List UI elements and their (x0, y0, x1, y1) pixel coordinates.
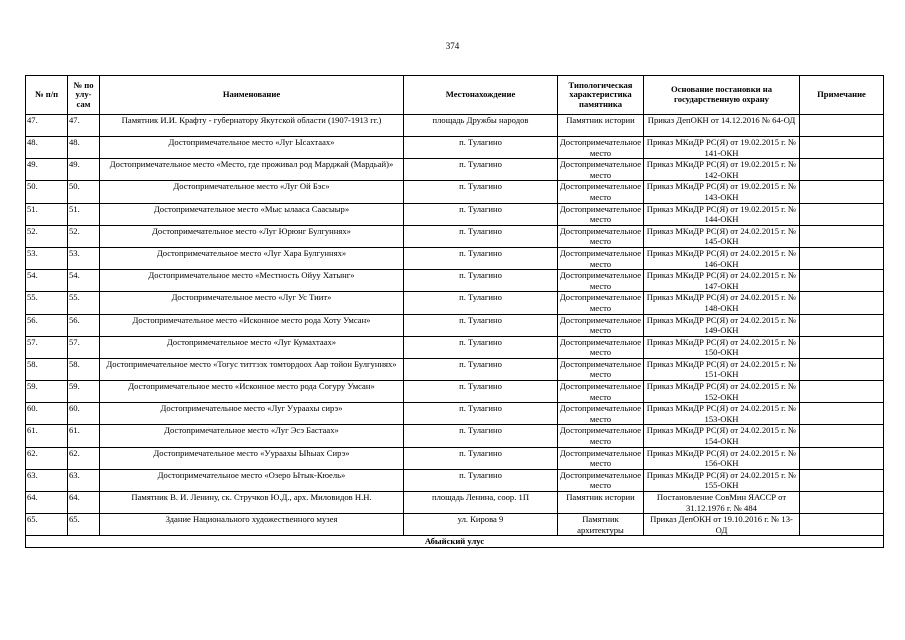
cell-type: Достопримечательное место (558, 203, 644, 225)
cell-note (800, 292, 884, 314)
cell-name: Здание Национального художественного музея (100, 514, 404, 536)
header-basis: Основание постановки на государственную охрану (644, 76, 800, 115)
cell-basis: Приказ МКиДР РС(Я) от 19.02.2015 г. № 142-ОКН (644, 159, 800, 181)
cell-name: Достопримечательное место «Мыс ылааса Саасыыр» (100, 203, 404, 225)
cell-ulus-num: 53. (68, 247, 100, 269)
cell-note (800, 358, 884, 380)
cell-ulus-num: 48. (68, 137, 100, 159)
cell-basis: Приказ МКиДР РС(Я) от 24.02.2015 г. № 155-ОКН (644, 469, 800, 491)
cell-basis: Приказ МКиДР РС(Я) от 19.02.2015 г. № 144-ОКН (644, 203, 800, 225)
cell-num: 60. (26, 403, 68, 425)
cell-location: п. Тулагино (404, 203, 558, 225)
cell-ulus-num: 61. (68, 425, 100, 447)
cell-name: Достопримечательное место «Место, где проживал род Марджай (Мардьай)» (100, 159, 404, 181)
cell-name: Достопримечательное место «Тогус титтээх томтордоох Аар тойон Булгуннях» (100, 358, 404, 380)
table-row (26, 514, 884, 536)
cell-location: п. Тулагино (404, 425, 558, 447)
cell-num: 63. (26, 469, 68, 491)
cell-location: ул. Кирова 9 (404, 514, 558, 536)
section-row (26, 536, 884, 548)
table-row (26, 381, 884, 403)
cell-ulus-num: 57. (68, 336, 100, 358)
cell-ulus-num: 62. (68, 447, 100, 469)
cell-location: п. Тулагино (404, 181, 558, 203)
section-label: Абыйский улус (26, 536, 884, 548)
cell-note (800, 447, 884, 469)
cell-ulus-num: 58. (68, 358, 100, 380)
cell-note (800, 381, 884, 403)
cell-basis: Постановление СовМин ЯАССР от 31.12.1976 г. № 484 (644, 492, 800, 514)
cell-name: Достопримечательное место «Луг Эсэ Бастаах» (100, 425, 404, 447)
cell-location: п. Тулагино (404, 159, 558, 181)
header-name: Наименование (100, 76, 404, 115)
cell-name: Достопримечательное место «Луг Кумахтаах» (100, 336, 404, 358)
cell-basis: Приказ МКиДР РС(Я) от 24.02.2015 г. № 154-ОКН (644, 425, 800, 447)
cell-note (800, 159, 884, 181)
cell-type: Памятник истории (558, 492, 644, 514)
cell-type: Достопримечательное место (558, 358, 644, 380)
table-row (26, 115, 884, 137)
cell-num: 65. (26, 514, 68, 536)
header-ulus-num: № по улу-сам (68, 76, 100, 115)
cell-location: п. Тулагино (404, 403, 558, 425)
cell-name: Достопримечательное место «Исконное место рода Хоту Умсан» (100, 314, 404, 336)
cell-type: Достопримечательное место (558, 137, 644, 159)
cell-num: 49. (26, 159, 68, 181)
cell-location: п. Тулагино (404, 336, 558, 358)
cell-ulus-num: 49. (68, 159, 100, 181)
cell-basis: Приказ МКиДР РС(Я) от 24.02.2015 г. № 146-ОКН (644, 247, 800, 269)
cell-num: 58. (26, 358, 68, 380)
table-row (26, 270, 884, 292)
cell-type: Достопримечательное место (558, 225, 644, 247)
cell-basis: Приказ ДепОКН от 19.10.2016 г. № 13-ОД (644, 514, 800, 536)
cell-ulus-num: 65. (68, 514, 100, 536)
cell-type: Памятник истории (558, 115, 644, 137)
cell-basis: Приказ ДепОКН от 14.12.2016 № 64-ОД (644, 115, 800, 137)
cell-basis: Приказ МКиДР РС(Я) от 19.02.2015 г. № 141-ОКН (644, 137, 800, 159)
cell-num: 57. (26, 336, 68, 358)
cell-name: Памятник В. И. Ленину, ск. Стручков Ю.Д., арх. Миловидов Н.Н. (100, 492, 404, 514)
cell-basis: Приказ МКиДР РС(Я) от 24.02.2015 г. № 145-ОКН (644, 225, 800, 247)
cell-note (800, 425, 884, 447)
cell-note (800, 181, 884, 203)
cell-name: Памятник И.И. Крафту - губернатору Якутской области (1907-1913 гг.) (100, 115, 404, 137)
cell-name: Достопримечательное место «Луг Уураахы сирэ» (100, 403, 404, 425)
table-row (26, 292, 884, 314)
cell-location: п. Тулагино (404, 314, 558, 336)
cell-note (800, 225, 884, 247)
cell-type: Достопримечательное место (558, 247, 644, 269)
cell-basis: Приказ МКиДР РС(Я) от 24.02.2015 г. № 151-ОКН (644, 358, 800, 380)
cell-basis: Приказ МКиДР РС(Я) от 24.02.2015 г. № 152-ОКН (644, 381, 800, 403)
cell-name: Достопримечательное место «Луг Ысахтаах» (100, 137, 404, 159)
table-row (26, 425, 884, 447)
table-row (26, 492, 884, 514)
cell-type: Достопримечательное место (558, 447, 644, 469)
table-row (26, 247, 884, 269)
cell-type: Достопримечательное место (558, 292, 644, 314)
cell-name: Достопримечательное место «Луг Хара Булгуннях» (100, 247, 404, 269)
cell-note (800, 270, 884, 292)
cell-num: 53. (26, 247, 68, 269)
cell-ulus-num: 54. (68, 270, 100, 292)
cell-ulus-num: 63. (68, 469, 100, 491)
cell-note (800, 492, 884, 514)
cell-num: 54. (26, 270, 68, 292)
table-row (26, 447, 884, 469)
cell-num: 50. (26, 181, 68, 203)
table-row (26, 225, 884, 247)
cell-basis: Приказ МКиДР РС(Я) от 24.02.2015 г. № 149-ОКН (644, 314, 800, 336)
cell-ulus-num: 55. (68, 292, 100, 314)
cell-name: Достопримечательное место «Исконное место рода Согуру Умсан» (100, 381, 404, 403)
cell-location: п. Тулагино (404, 358, 558, 380)
cell-ulus-num: 64. (68, 492, 100, 514)
cell-note (800, 247, 884, 269)
cell-ulus-num: 56. (68, 314, 100, 336)
cell-location: площадь Дружбы народов (404, 115, 558, 137)
page-number: 374 (445, 41, 460, 51)
cell-num: 47. (26, 115, 68, 137)
cell-type: Достопримечательное место (558, 181, 644, 203)
cell-type: Достопримечательное место (558, 270, 644, 292)
cell-ulus-num: 60. (68, 403, 100, 425)
cell-type: Достопримечательное место (558, 159, 644, 181)
cell-num: 55. (26, 292, 68, 314)
cell-note (800, 514, 884, 536)
cell-ulus-num: 52. (68, 225, 100, 247)
table-row (26, 203, 884, 225)
cell-name: Достопримечательное место «Луг Ой Бэс» (100, 181, 404, 203)
header-type: Типологическая характеристика памятника (558, 76, 644, 115)
header-row (26, 76, 884, 115)
cell-type: Достопримечательное место (558, 336, 644, 358)
cell-basis: Приказ МКиДР РС(Я) от 24.02.2015 г. № 156-ОКН (644, 447, 800, 469)
cell-note (800, 137, 884, 159)
cell-type: Достопримечательное место (558, 403, 644, 425)
table-row (26, 181, 884, 203)
cell-type: Достопримечательное место (558, 381, 644, 403)
table-row (26, 137, 884, 159)
table-row (26, 358, 884, 380)
cell-location: п. Тулагино (404, 469, 558, 491)
cell-basis: Приказ МКиДР РС(Я) от 24.02.2015 г. № 148-ОКН (644, 292, 800, 314)
cell-ulus-num: 59. (68, 381, 100, 403)
cell-location: п. Тулагино (404, 381, 558, 403)
cell-num: 62. (26, 447, 68, 469)
cell-name: Достопримечательное место «Местность Ойуу Хатынг» (100, 270, 404, 292)
table-row (26, 469, 884, 491)
cell-location: п. Тулагино (404, 447, 558, 469)
cell-num: 51. (26, 203, 68, 225)
cell-note (800, 203, 884, 225)
cell-type: Достопримечательное место (558, 469, 644, 491)
cell-basis: Приказ МКиДР РС(Я) от 24.02.2015 г. № 147-ОКН (644, 270, 800, 292)
cell-note (800, 314, 884, 336)
cell-basis: Приказ МКиДР РС(Я) от 24.02.2015 г. № 150-ОКН (644, 336, 800, 358)
cell-basis: Приказ МКиДР РС(Я) от 19.02.2015 г. № 143-ОКН (644, 181, 800, 203)
cell-type: Достопримечательное место (558, 425, 644, 447)
header-location: Местонахождение (404, 76, 558, 115)
monuments-table (25, 75, 884, 548)
cell-name: Достопримечательное место «Луг Ус Тиит» (100, 292, 404, 314)
cell-location: п. Тулагино (404, 270, 558, 292)
table-row (26, 159, 884, 181)
cell-location: п. Тулагино (404, 225, 558, 247)
cell-num: 52. (26, 225, 68, 247)
cell-ulus-num: 47. (68, 115, 100, 137)
table-row (26, 336, 884, 358)
cell-ulus-num: 51. (68, 203, 100, 225)
cell-location: п. Тулагино (404, 137, 558, 159)
cell-num: 64. (26, 492, 68, 514)
table-row (26, 314, 884, 336)
cell-ulus-num: 50. (68, 181, 100, 203)
cell-num: 59. (26, 381, 68, 403)
cell-note (800, 115, 884, 137)
cell-note (800, 469, 884, 491)
cell-type: Памятник архитектуры (558, 514, 644, 536)
cell-num: 56. (26, 314, 68, 336)
cell-type: Достопримечательное место (558, 314, 644, 336)
cell-num: 48. (26, 137, 68, 159)
cell-note (800, 403, 884, 425)
cell-name: Достопримечательное место «Озеро Ытык-Кюель» (100, 469, 404, 491)
table-body (26, 115, 884, 536)
cell-location: п. Тулагино (404, 247, 558, 269)
cell-location: п. Тулагино (404, 292, 558, 314)
cell-num: 61. (26, 425, 68, 447)
header-note: Примечание (800, 76, 884, 115)
header-num: № п/п (26, 76, 68, 115)
cell-name: Достопримечательное место «Уураахы Ыһыах Сирэ» (100, 447, 404, 469)
cell-location: площадь Ленина, соор. 1П (404, 492, 558, 514)
cell-note (800, 336, 884, 358)
cell-basis: Приказ МКиДР РС(Я) от 24.02.2015 г. № 153-ОКН (644, 403, 800, 425)
cell-name: Достопримечательное место «Луг Юрюнг Булгуннях» (100, 225, 404, 247)
table-row (26, 403, 884, 425)
